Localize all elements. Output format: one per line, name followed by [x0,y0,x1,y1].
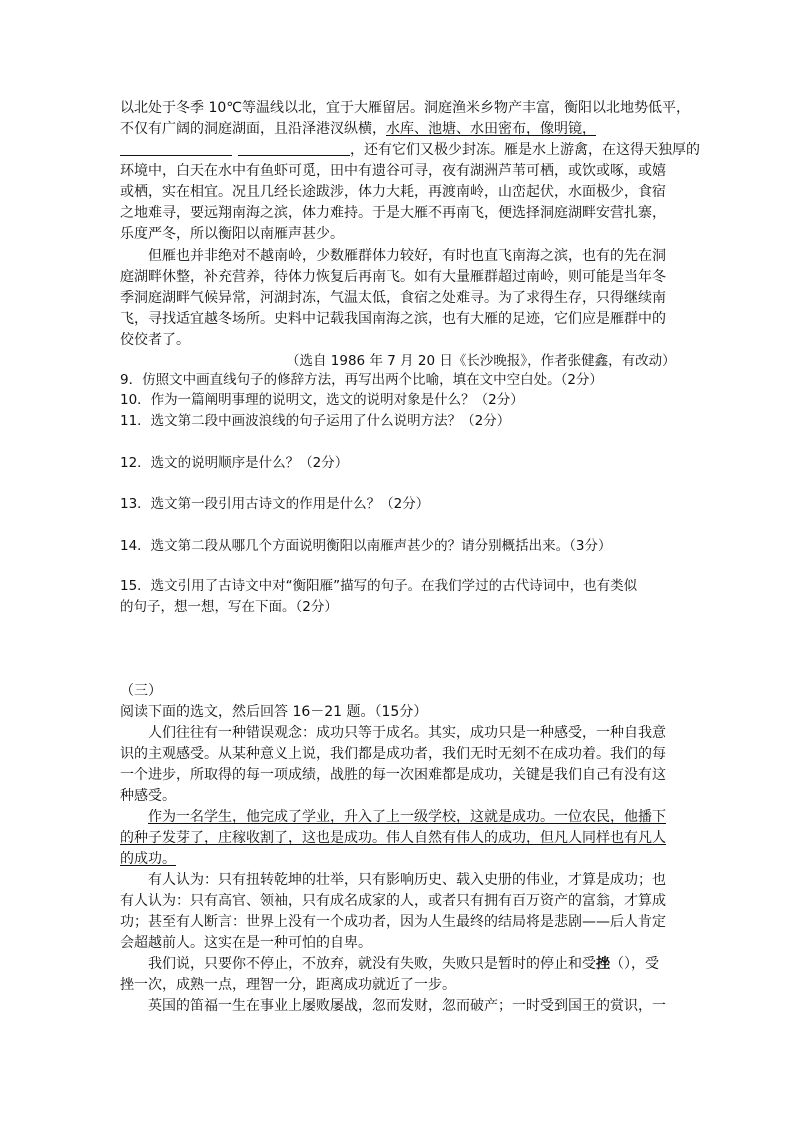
question-9: 9．仿照文中画直线句子的修辞方法，再写出两个比喻，填在文中空白处。（2分） [120,372,603,388]
section3-p3-line1: 有人认为：只有扭转乾坤的壮举，只有影响历史、载入史册的伟业，才算是成功；也 [148,872,666,888]
section3-p1-line3: 一个进步，所取得的每一项成绩，战胜的每一次困难都是成功，关键是我们自己有没有这 [120,767,666,783]
section3-p4-line2: 挫一次，成熟一点，理智一分，距离成功就近了一步。 [120,977,456,993]
section3-heading: （三） [120,683,162,699]
answer-blank-1[interactable] [120,141,232,156]
passage2-p2-line1: 但雁也并非绝对不越南岭，少数雁群体力较好，有时也直飞南海之滨，也有的先在洞 [148,248,666,264]
question-14: 14．选文第二段从哪几个方面说明衡阳以南雁声甚少的？请分别概括出来。（3分） [120,538,612,554]
section3-p4-line1 [148,954,680,974]
section3-instruction: 阅读下面的选文，然后回答 16－21 题。（15分） [120,704,428,720]
section3-p2-line3: 的成功。 [120,851,176,867]
passage2-text: ，还有它们又极少封冻。雁是水上游禽，在这得天独厚的 [350,142,700,158]
underlined-simile-sentence: 水库、池塘、水田密布，像明镜， [386,121,596,137]
section3-p1-line1: 人们往往有一种错误观念：成功只等于成名。其实，成功只是一种感受，一种自我意 [148,725,666,741]
passage2-p2-line3: 季洞庭湖畔气候异常，河湖封冻，气温太低，食宿之处难寻。为了求得生存，只得继续南 [120,290,666,306]
passage2-p2-line2: 庭湖畔休整，补充营养，待体力恢复后再南飞。如有大量雁群超过南岭，则可能是当年冬 [120,269,666,285]
section3-text: 我们说，只要你不停止，不放弃，就没有失败，失败只是暂时的停止和受 [148,956,596,972]
section3-p2-line1: 作为一名学生，他完成了学业，升入了上一级学校，这就是成功。一位农民，他播下 [148,809,666,825]
passage2-p1-line5: 或栖，实在相宜。况且几经长途跋涉，体力大耗，再渡南岭，山峦起伏，水面极少，食宿 [120,184,666,200]
section3-p3-line3: 功；甚至有人断言：世界上没有一个成功者，因为人生最终的结局将是悲剧——后人肯定 [120,914,666,930]
passage2-p1-line3 [120,140,700,160]
question-11: 11．选文第二段中画波浪线的句子运用了什么说明方法？（2分） [120,413,511,429]
passage2-p1-line6: 之地难寻，要远翔南海之滨，体力难持。于是大雁不再南飞，便选择洞庭湖畔安营扎寨， [120,205,666,221]
question-15-line2: 的句子，想一想，写在下面。（2分） [120,599,338,615]
section3-p3-line4: 会超越前人。这实在是一种可怕的自卑。 [120,935,372,951]
section3-p1-line2: 识的主观感受。从某种意义上说，我们都是成功者，我们无时无刻不在成功着。我们的每 [120,746,666,762]
passage2-p2-line4: 飞，寻找适宜越冬场所。史料中记载我国南海之滨，也有大雁的足迹，它们应是雁群中的 [120,311,666,327]
section3-p1-line4: 种感受。 [120,788,176,804]
section3-p3-line2: 有人认为：只有高官、领袖，只有成名成家的人，或者只有拥有百万资产的富翁，才算成 [120,893,666,909]
question-15-line1: 15．选文引用了古诗文中对“衡阳雁”描写的句子。在我们学过的古代诗词中，也有类似 [120,578,638,594]
passage2-p1-line4: 环境中，白天在水中有鱼虾可觅，田中有遗谷可寻，夜有湖洲芦苇可栖，或饮或啄，或嬉 [120,163,666,179]
passage2-source: （选自 1986 年 7 月 20 日《长沙晚报》，作者张健鑫，有改动） [286,353,676,369]
question-10: 10．作为一篇阐明事理的说明文，选文的说明对象是什么？（2分） [120,392,524,408]
question-12: 12．选文的说明顺序是什么？（2分） [120,455,349,471]
passage2-p2-line5: 佼佼者了。 [120,332,190,348]
bold-character: 挫 [596,956,610,972]
section3-p2-line2: 的种子发芽了，庄稼收割了，这也是成功。伟人自然有伟人的成功，但凡人同样也有凡人 [120,830,666,846]
question-13: 13．选文第一段引用古诗文的作用是什么？（2分） [120,496,430,512]
passage2-p1-line1: 以北处于冬季 10℃等温线以北，宜于大雁留居。洞庭渔米乡物产丰富，衡阳以北地势低平， [120,100,690,116]
section3-p5-line1: 英国的笛福一生在事业上屡败屡战，忽而发财，忽而破产；一时受到国王的赏识，一 [148,998,666,1014]
answer-blank-2[interactable] [238,141,350,156]
passage2-p1-line2 [120,119,680,139]
passage2-p1-line7: 乐度严冬，所以衡阳以南雁声甚少。 [120,226,344,242]
fill-in-parentheses[interactable]: （），受 [610,956,659,972]
passage2-text: 不仅有广阔的洞庭湖面，且沿泽港汊纵横， [120,121,386,137]
